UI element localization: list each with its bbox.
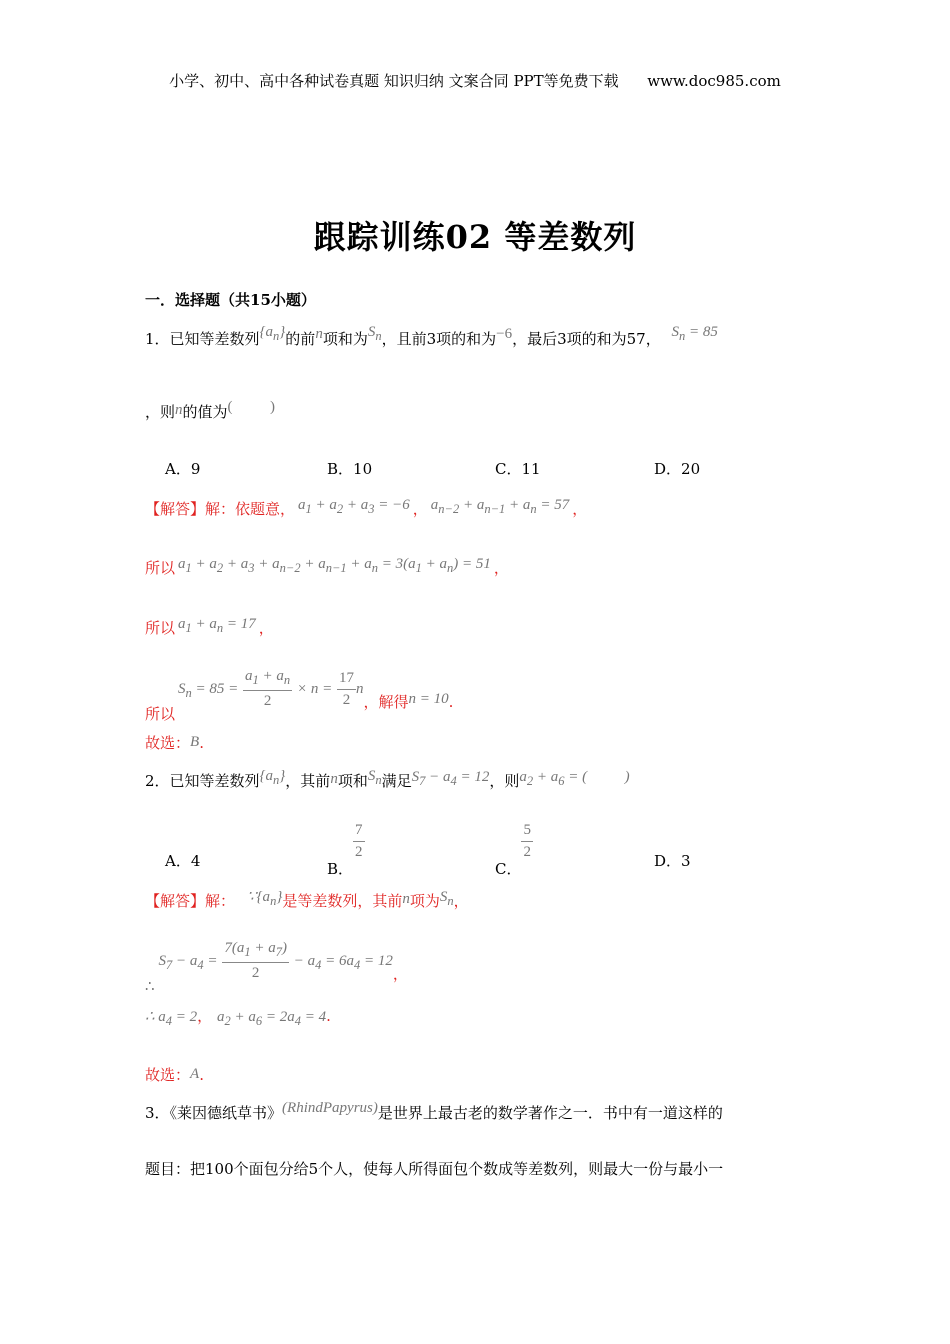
q1-sol-frac2-num: 17 — [337, 670, 356, 690]
q3-math-rhind: (RhindPapyrus) — [282, 1100, 378, 1116]
q2-option-c-den: 2 — [523, 844, 531, 860]
q2-math-n: n — [330, 771, 338, 787]
q1-solution-label: 【解答】解：依题意， — [145, 500, 296, 518]
q1-sol-math-5a: $S_n = 85$ = — [178, 681, 239, 700]
q1-solution-line4 — [145, 668, 454, 723]
q1-sol-frac2-den: 2 — [342, 691, 351, 708]
q2-option-b-label: B． — [327, 859, 354, 878]
q2-text-3: 项和 — [337, 772, 368, 790]
q3-text-2: 是世界上最古老的数学著作之一．书中有一道这样的 — [377, 1104, 723, 1122]
q1-sol-math-2: $a_{n-2} + a_{n-1} + a_n = 57$ — [430, 497, 570, 516]
q2-math-sn: $S_n$ — [367, 768, 382, 787]
q2-sol-comma: ， — [453, 892, 469, 910]
section-heading: 一．选择题（共15小题） — [145, 291, 316, 309]
q2-sol-math-4b: − $a_4 = 6a_4 = 12$ — [293, 953, 393, 972]
page-title: 跟踪训练02 等差数列 — [313, 218, 637, 256]
q2-sol-text-1: 是等差数列，其前 — [282, 892, 403, 910]
q2-option-a[interactable]: A．4 — [165, 852, 201, 870]
q2-option-b-num: 7 — [353, 822, 365, 842]
q2-math-an: $\{a_n\}$ — [259, 768, 286, 787]
q2-therefore: ∴ — [145, 979, 155, 995]
q2-sol-math-6: $a_2 + a_6 = 2a_4 = 4$ — [216, 1009, 327, 1028]
q2-sol-math-2: n — [402, 891, 410, 907]
q2-sol-text-2: 项为 — [409, 892, 440, 910]
q3-stem-line1 — [145, 1102, 723, 1123]
q1-solution-line2 — [145, 557, 509, 581]
q2-sol-frac-den: 2 — [251, 965, 260, 981]
q2-sol-period: . — [326, 1007, 331, 1025]
q1-math-n: n — [315, 326, 323, 342]
q2-sol-frac-num: $7(a_1 + a_7)$ — [222, 940, 289, 963]
q1-math-sn85: $S_n = 85$ — [671, 324, 718, 343]
q2-text-5: ，则 — [489, 772, 520, 790]
q1-text-4: ，且前3项的和为 — [381, 330, 497, 348]
header-text: 小学、初中、高中各种试卷真题 知识归纳 文案合同 PPT等免费下载 — [169, 72, 619, 90]
q2-sol-comma-2: ， — [392, 965, 408, 983]
q1-answer-paren: ( ) — [227, 399, 276, 415]
q2-choice-value: A — [190, 1066, 200, 1082]
q1-sol-math-4: $a_1 + a_n = 17$ — [178, 616, 256, 635]
q1-sol-comma: ， — [412, 500, 428, 518]
q1-solve-text: ，解得 — [363, 693, 409, 711]
q2-math-cond: $S_7 - a_4 = 12$ — [411, 769, 490, 788]
q1-sol-comma-2: ， — [572, 500, 588, 518]
q1-sol-comma-3: ， — [493, 559, 509, 577]
q2-option-b[interactable] — [327, 822, 365, 878]
q2-choice-label: 故选： — [145, 1066, 191, 1084]
q2-stem — [145, 770, 630, 794]
q1-sol-math-5b: × n = — [296, 681, 333, 697]
q1-sol-period: . — [448, 693, 454, 711]
q1-choice-value: B — [190, 734, 200, 750]
q1-text-5: ，最后3项的和为57， — [512, 330, 661, 348]
q1-solution-line1 — [145, 498, 587, 522]
q2-sol-math-5: ∴ $a_4 = 2$ — [145, 1009, 198, 1028]
q1-stem-line2 — [145, 401, 275, 422]
q1-stem — [145, 324, 718, 352]
q2-text-1: 2．已知等差数列 — [145, 772, 260, 790]
q3-text-1: 3．《莱因德纸草书》 — [145, 1104, 283, 1122]
q1-sol-math-6: n = 10 — [408, 691, 449, 707]
q1-sol-math-5c: n — [355, 681, 364, 697]
q1-option-a[interactable]: A．9 — [165, 460, 201, 478]
q1-so-2: 所以 — [145, 619, 176, 637]
q2-math-ask: $a_2 + a_6$ = ( ) — [519, 769, 630, 788]
q2-text-4: 满足 — [381, 772, 412, 790]
q1-math-sn: $S_n$ — [367, 324, 382, 343]
page-header — [0, 70, 950, 91]
q1-text-1: 1．已知等差数列 — [145, 330, 260, 348]
header-url[interactable]: www.doc985.com — [647, 72, 781, 90]
q1-text-6: ，则 — [145, 403, 176, 421]
q2-option-d[interactable]: D．3 — [654, 852, 691, 870]
q2-solution-line3 — [145, 1005, 331, 1029]
q1-option-b[interactable]: B．10 — [327, 460, 373, 478]
q3-stem-line2: 题目：把100个面包分给5个人，使每人所得面包个数成等差数列，则最大一份与最小一 — [145, 1160, 724, 1178]
q2-sol-comma-3: ， — [197, 1007, 213, 1025]
q1-choice-line — [145, 732, 204, 753]
q1-option-d[interactable]: D．20 — [654, 460, 701, 478]
q2-option-c[interactable] — [495, 822, 533, 878]
q1-sol-fraction-1 — [243, 668, 292, 710]
q1-choice-label: 故选： — [145, 734, 191, 752]
q1-sol-math-3: $a_1 + a_2 + a_3 + a_{n-2} + a_{n-1} + a_n = 3(a_1 + a_n) = 51$ — [178, 556, 491, 575]
q1-sol-frac1-num: $a_1 + a_n$ — [243, 668, 292, 691]
q2-sol-math-4a: $S_7 - a_4$ = — [158, 953, 218, 972]
q1-text-2: 的前 — [285, 330, 316, 348]
q2-sol-math-3: $S_n$ — [439, 889, 454, 908]
q1-math-n2: n — [175, 402, 183, 418]
q2-option-c-num: 5 — [521, 822, 533, 842]
q1-so-3: 所以 — [145, 705, 176, 723]
q1-so-1: 所以 — [145, 559, 176, 577]
q2-solution-line1 — [145, 890, 469, 914]
q1-text-3: 项和为 — [322, 330, 368, 348]
q1-option-c[interactable]: C．11 — [495, 460, 541, 478]
q1-sol-math-1: $a_1 + a_2 + a_3 = -6$ — [298, 497, 410, 516]
q1-solution-line3 — [145, 617, 274, 641]
q2-choice-period: . — [199, 1066, 204, 1084]
q2-option-b-fraction — [353, 822, 365, 861]
q1-math-an: $\{a_n\}$ — [259, 324, 286, 343]
q2-solution-line2 — [145, 940, 408, 995]
q2-option-c-label: C． — [495, 859, 522, 878]
q1-sol-comma-4: ， — [258, 619, 274, 637]
q2-sol-fraction — [222, 940, 289, 982]
q2-option-b-den: 2 — [355, 844, 363, 860]
q1-math-neg6: −6 — [496, 326, 513, 342]
q1-sol-fraction-2 — [337, 670, 356, 709]
q1-text-7: 的值为 — [182, 403, 228, 421]
q2-option-c-fraction — [521, 822, 533, 861]
q2-sol-math-1: $\because\{a_n\}$ — [247, 889, 283, 908]
q1-sol-frac1-den: 2 — [263, 693, 272, 709]
q1-choice-period: . — [199, 734, 204, 752]
q2-solution-label: 【解答】解： — [145, 892, 236, 910]
q2-text-2: ，其前 — [285, 772, 331, 790]
q2-choice-line — [145, 1064, 204, 1085]
